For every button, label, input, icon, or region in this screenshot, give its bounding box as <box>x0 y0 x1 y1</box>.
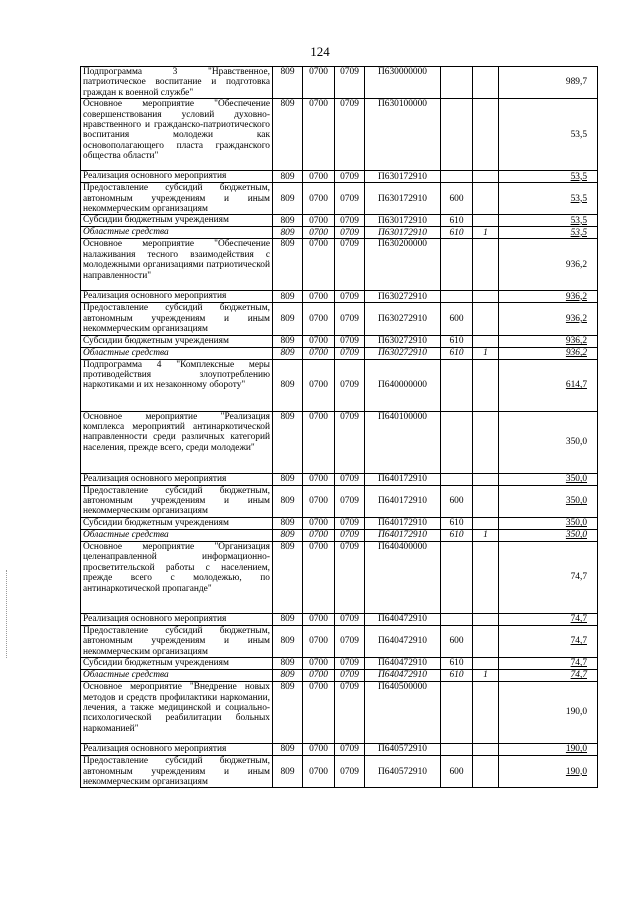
csr-code: П630272910 <box>365 291 441 303</box>
pr-code: 0709 <box>335 529 365 541</box>
row-amount: 936,2 <box>499 347 598 359</box>
rz-code: 0700 <box>303 756 335 788</box>
csr-code: П640572910 <box>365 756 441 788</box>
rz-code: 0700 <box>303 335 335 347</box>
row-name: Предоставление субсидий бюджетным, автономным учреждениям и иным некоммерческим организациям <box>81 756 273 788</box>
table-row <box>81 67 598 99</box>
row-amount: 53,5 <box>499 183 598 215</box>
csr-code: П630172910 <box>365 183 441 215</box>
pr-code: 0709 <box>335 517 365 529</box>
pr-code: 0709 <box>335 658 365 670</box>
kind-code <box>473 183 499 215</box>
row-amount: 53,5 <box>499 99 598 171</box>
row-amount: 989,7 <box>499 67 598 99</box>
vr-code: 600 <box>441 485 473 517</box>
pr-code: 0709 <box>335 485 365 517</box>
kind-code: 1 <box>473 227 499 239</box>
pr-code: 0709 <box>335 359 365 411</box>
vr-code <box>441 99 473 171</box>
csr-code: П640572910 <box>365 744 441 756</box>
pr-code: 0709 <box>335 473 365 485</box>
kind-code <box>473 485 499 517</box>
csr-code: П640172910 <box>365 529 441 541</box>
margin-mark <box>6 570 9 658</box>
rz-code: 0700 <box>303 215 335 227</box>
row-name: Областные средства <box>81 670 273 682</box>
row-name: Реализация основного мероприятия <box>81 291 273 303</box>
rz-code: 0700 <box>303 67 335 99</box>
table-row <box>81 215 598 227</box>
vr-code: 610 <box>441 529 473 541</box>
table-row <box>81 411 598 473</box>
pr-code: 0709 <box>335 239 365 291</box>
rz-code: 0700 <box>303 625 335 657</box>
table-row <box>81 99 598 171</box>
row-amount: 350,0 <box>499 485 598 517</box>
csr-code: П630272910 <box>365 347 441 359</box>
csr-code: П640172910 <box>365 473 441 485</box>
pr-code: 0709 <box>335 291 365 303</box>
row-name: Подпрограмма 4 "Комплексные меры противодействия злоупотреблению наркотиками и их незаконному обороту" <box>81 359 273 411</box>
table-row <box>81 171 598 183</box>
ved-code: 809 <box>273 541 303 613</box>
rz-code: 0700 <box>303 183 335 215</box>
kind-code <box>473 239 499 291</box>
table-row <box>81 670 598 682</box>
csr-code: П640472910 <box>365 658 441 670</box>
kind-code <box>473 411 499 473</box>
csr-code: П640100000 <box>365 411 441 473</box>
kind-code: 1 <box>473 670 499 682</box>
ved-code: 809 <box>273 625 303 657</box>
rz-code: 0700 <box>303 171 335 183</box>
row-amount: 350,0 <box>499 411 598 473</box>
vr-code <box>441 171 473 183</box>
pr-code: 0709 <box>335 541 365 613</box>
csr-code: П640172910 <box>365 485 441 517</box>
table-row <box>81 473 598 485</box>
csr-code: П640472910 <box>365 625 441 657</box>
ved-code: 809 <box>273 658 303 670</box>
row-name: Областные средства <box>81 347 273 359</box>
ved-code: 809 <box>273 171 303 183</box>
row-amount: 190,0 <box>499 682 598 744</box>
kind-code <box>473 215 499 227</box>
kind-code <box>473 473 499 485</box>
vr-code: 600 <box>441 625 473 657</box>
kind-code <box>473 613 499 625</box>
table-row <box>81 625 598 657</box>
rz-code: 0700 <box>303 359 335 411</box>
ved-code: 809 <box>273 67 303 99</box>
ved-code: 809 <box>273 473 303 485</box>
kind-code <box>473 303 499 335</box>
kind-code <box>473 517 499 529</box>
row-name: Предоставление субсидий бюджетным, автономным учреждениям и иным некоммерческим организациям <box>81 625 273 657</box>
budget-table <box>80 66 598 788</box>
row-amount: 74,7 <box>499 670 598 682</box>
pr-code: 0709 <box>335 347 365 359</box>
ved-code: 809 <box>273 517 303 529</box>
vr-code <box>441 541 473 613</box>
table-row <box>81 613 598 625</box>
ved-code: 809 <box>273 291 303 303</box>
vr-code <box>441 682 473 744</box>
pr-code: 0709 <box>335 183 365 215</box>
rz-code: 0700 <box>303 485 335 517</box>
csr-code: П640000000 <box>365 359 441 411</box>
row-amount: 350,0 <box>499 517 598 529</box>
pr-code: 0709 <box>335 625 365 657</box>
csr-code: П630272910 <box>365 335 441 347</box>
kind-code <box>473 335 499 347</box>
row-name: Реализация основного мероприятия <box>81 613 273 625</box>
ved-code: 809 <box>273 744 303 756</box>
table-row <box>81 227 598 239</box>
table-row <box>81 529 598 541</box>
ved-code: 809 <box>273 756 303 788</box>
table-row <box>81 485 598 517</box>
ved-code: 809 <box>273 485 303 517</box>
vr-code <box>441 239 473 291</box>
row-name: Субсидии бюджетным учреждениям <box>81 335 273 347</box>
kind-code <box>473 171 499 183</box>
csr-code: П640472910 <box>365 670 441 682</box>
csr-code: П630172910 <box>365 171 441 183</box>
kind-code <box>473 744 499 756</box>
pr-code: 0709 <box>335 756 365 788</box>
kind-code <box>473 682 499 744</box>
vr-code: 600 <box>441 303 473 335</box>
rz-code: 0700 <box>303 613 335 625</box>
row-amount: 936,2 <box>499 303 598 335</box>
row-amount: 53,5 <box>499 215 598 227</box>
rz-code: 0700 <box>303 473 335 485</box>
table-row <box>81 756 598 788</box>
ved-code: 809 <box>273 303 303 335</box>
row-name: Реализация основного мероприятия <box>81 171 273 183</box>
rz-code: 0700 <box>303 239 335 291</box>
kind-code <box>473 756 499 788</box>
row-name: Предоставление субсидий бюджетным, автономным учреждениям и иным некоммерческим организациям <box>81 303 273 335</box>
rz-code: 0700 <box>303 541 335 613</box>
csr-code: П630100000 <box>365 99 441 171</box>
rz-code: 0700 <box>303 670 335 682</box>
row-amount: 936,2 <box>499 335 598 347</box>
row-name: Субсидии бюджетным учреждениям <box>81 215 273 227</box>
ved-code: 809 <box>273 347 303 359</box>
rz-code: 0700 <box>303 291 335 303</box>
ved-code: 809 <box>273 529 303 541</box>
table-row <box>81 658 598 670</box>
vr-code: 610 <box>441 658 473 670</box>
vr-code: 610 <box>441 215 473 227</box>
row-name: Основное мероприятие "Обеспечение совершенствования условий духовно-нравственного и гражданско-патриотического воспитания молодежи как основополагающего пласта гражданского общества области" <box>81 99 273 171</box>
kind-code: 1 <box>473 529 499 541</box>
kind-code <box>473 541 499 613</box>
row-name: Областные средства <box>81 529 273 541</box>
row-amount: 74,7 <box>499 625 598 657</box>
vr-code <box>441 291 473 303</box>
kind-code <box>473 625 499 657</box>
table-row <box>81 303 598 335</box>
row-name: Предоставление субсидий бюджетным, автономным учреждениям и иным некоммерческим организациям <box>81 485 273 517</box>
ved-code: 809 <box>273 670 303 682</box>
rz-code: 0700 <box>303 347 335 359</box>
row-name: Субсидии бюджетным учреждениям <box>81 517 273 529</box>
ved-code: 809 <box>273 227 303 239</box>
row-name: Реализация основного мероприятия <box>81 473 273 485</box>
pr-code: 0709 <box>335 67 365 99</box>
rz-code: 0700 <box>303 227 335 239</box>
row-amount: 936,2 <box>499 239 598 291</box>
ved-code: 809 <box>273 99 303 171</box>
row-name: Подпрограмма 3 "Нравственное, патриотическое воспитание и подготовка граждан к военной службе" <box>81 67 273 99</box>
row-name: Субсидии бюджетным учреждениям <box>81 658 273 670</box>
ved-code: 809 <box>273 215 303 227</box>
rz-code: 0700 <box>303 744 335 756</box>
csr-code: П640172910 <box>365 517 441 529</box>
table-row <box>81 183 598 215</box>
table-row <box>81 541 598 613</box>
pr-code: 0709 <box>335 682 365 744</box>
vr-code <box>441 613 473 625</box>
row-amount: 53,5 <box>499 227 598 239</box>
vr-code: 610 <box>441 670 473 682</box>
row-amount: 74,7 <box>499 541 598 613</box>
rz-code: 0700 <box>303 529 335 541</box>
pr-code: 0709 <box>335 99 365 171</box>
csr-code: П640500000 <box>365 682 441 744</box>
table-row <box>81 744 598 756</box>
row-amount: 350,0 <box>499 529 598 541</box>
table-row <box>81 335 598 347</box>
pr-code: 0709 <box>335 411 365 473</box>
row-amount: 350,0 <box>499 473 598 485</box>
row-amount: 74,7 <box>499 658 598 670</box>
row-name: Областные средства <box>81 227 273 239</box>
csr-code: П630172910 <box>365 215 441 227</box>
vr-code: 610 <box>441 335 473 347</box>
pr-code: 0709 <box>335 215 365 227</box>
ved-code: 809 <box>273 411 303 473</box>
pr-code: 0709 <box>335 227 365 239</box>
ved-code: 809 <box>273 359 303 411</box>
rz-code: 0700 <box>303 303 335 335</box>
pr-code: 0709 <box>335 171 365 183</box>
rz-code: 0700 <box>303 411 335 473</box>
table-row <box>81 239 598 291</box>
kind-code <box>473 291 499 303</box>
row-name: Основное мероприятие "Внедрение новых методов и средств профилактики наркомании, лечения, а также медицинской и социально-психологической реабилитации больных наркоманией" <box>81 682 273 744</box>
csr-code: П630172910 <box>365 227 441 239</box>
rz-code: 0700 <box>303 682 335 744</box>
table-row <box>81 291 598 303</box>
row-name: Основное мероприятие "Обеспечение налаживания тесного взаимодействия с молодежными организациями патриотической направленности" <box>81 239 273 291</box>
vr-code: 600 <box>441 756 473 788</box>
row-name: Предоставление субсидий бюджетным, автономным учреждениям и иным некоммерческим организациям <box>81 183 273 215</box>
row-name: Реализация основного мероприятия <box>81 744 273 756</box>
rz-code: 0700 <box>303 99 335 171</box>
page-number: 124 <box>310 44 330 59</box>
csr-code: П630000000 <box>365 67 441 99</box>
ved-code: 809 <box>273 682 303 744</box>
table-row <box>81 517 598 529</box>
vr-code: 610 <box>441 347 473 359</box>
row-name: Основное мероприятие "Организация целенаправленной информационно-просветительской работы с населением, прежде всего с молодежью, по антинаркотической пропаганде" <box>81 541 273 613</box>
vr-code <box>441 744 473 756</box>
row-amount: 614,7 <box>499 359 598 411</box>
vr-code <box>441 67 473 99</box>
pr-code: 0709 <box>335 670 365 682</box>
pr-code: 0709 <box>335 303 365 335</box>
kind-code <box>473 359 499 411</box>
ved-code: 809 <box>273 239 303 291</box>
vr-code <box>441 473 473 485</box>
row-amount: 936,2 <box>499 291 598 303</box>
csr-code: П630272910 <box>365 303 441 335</box>
table-row <box>81 682 598 744</box>
kind-code <box>473 67 499 99</box>
ved-code: 809 <box>273 335 303 347</box>
table-row <box>81 347 598 359</box>
vr-code: 610 <box>441 227 473 239</box>
row-amount: 53,5 <box>499 171 598 183</box>
rz-code: 0700 <box>303 517 335 529</box>
row-amount: 190,0 <box>499 756 598 788</box>
csr-code: П640400000 <box>365 541 441 613</box>
vr-code: 610 <box>441 517 473 529</box>
rz-code: 0700 <box>303 658 335 670</box>
pr-code: 0709 <box>335 744 365 756</box>
kind-code <box>473 99 499 171</box>
ved-code: 809 <box>273 613 303 625</box>
vr-code <box>441 359 473 411</box>
pr-code: 0709 <box>335 335 365 347</box>
kind-code <box>473 658 499 670</box>
kind-code: 1 <box>473 347 499 359</box>
csr-code: П640472910 <box>365 613 441 625</box>
ved-code: 809 <box>273 183 303 215</box>
vr-code <box>441 411 473 473</box>
csr-code: П630200000 <box>365 239 441 291</box>
row-name: Основное мероприятие "Реализация комплекса мероприятий антинаркотической направленности среди различных категорий населения, прежде всего, среди молодежи" <box>81 411 273 473</box>
vr-code: 600 <box>441 183 473 215</box>
row-amount: 190,0 <box>499 744 598 756</box>
pr-code: 0709 <box>335 613 365 625</box>
table-row <box>81 359 598 411</box>
row-amount: 74,7 <box>499 613 598 625</box>
